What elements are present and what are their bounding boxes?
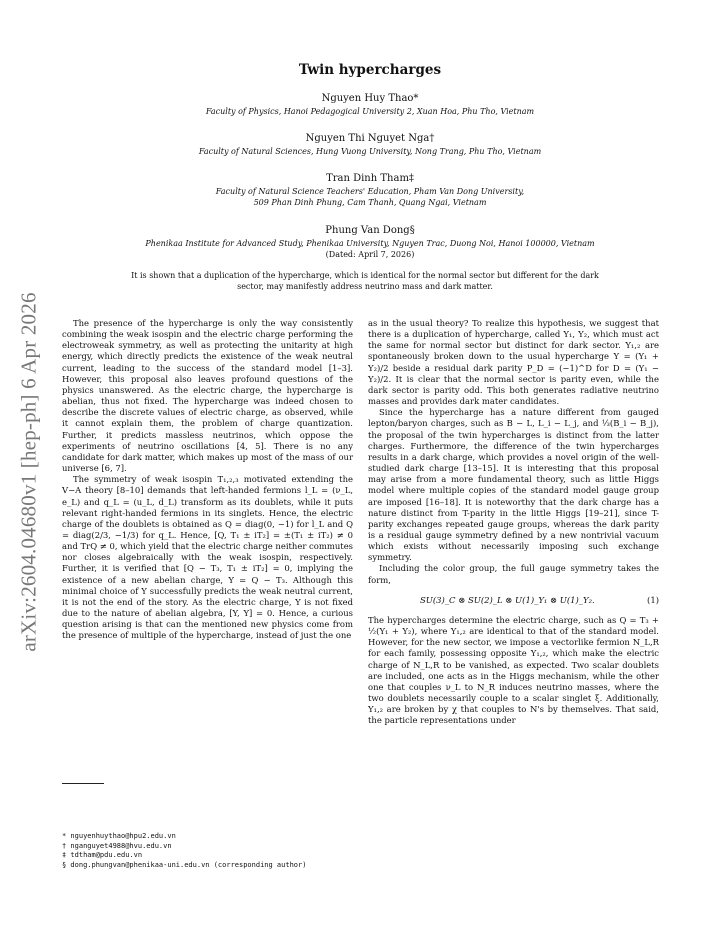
footnote-rule: [62, 783, 104, 784]
author-4-affiliation: Phenikaa Institute for Advanced Study, Phenikaa University, Nguyen Trac, Duong Noi, Hanoi 100000, Vietnam: [145, 239, 595, 248]
footnote-email: § dong.phungvan@phenikaa-uni.edu.vn (corresponding author): [62, 860, 307, 869]
footnotes: [62, 832, 306, 870]
footnote-email: † nganguyet4988@hvu.edu.vn: [62, 841, 172, 850]
author-3-name: Tran Dinh Tham‡: [326, 173, 414, 184]
paragraph: as in the usual theory? To realize this hypothesis, we suggest that there is a duplication of hypercharge, called Y₁, Y₂, which must act the same for normal sector but distinct for dark sector. Y₁,₂ are spontaneously broken down to the usual hypercharge Y = (Y₁ + Y₂)/2 beside a residual dark parity P_D = (−1)^D for D = (Y₁ − Y₂)/2. It is clear that the normal sector is parity even, while the dark sector is parity odd. This both generates radiative neutrino masses and provides dark mater candidates.: [368, 318, 659, 407]
author-3-affiliation-line2: 509 Phan Dinh Phung, Cam Thanh, Quang Ngai, Vietnam: [253, 198, 487, 207]
paragraph: The hypercharges determine the electric charge, such as Q = T₃ + ½(Y₁ + Y₂), where Y₁,₂ are identical to that of the standard model. However, for the new sector, we impose a vectorlike fermion N_L,R for each family, possessing opposite Y₁,₂, which make the electric charge of N_L,R to be vanished, as expected. Two scalar doublets are included, one acts as in the Higgs mechanism, while the other one that couples ν_L to N_R induces neutrino masses, where the two doublets necessarily couple to a scalar singlet ξ. Additionally, Y₁,₂ are broken by χ that couples to N's by themselves. That said, the particle representations under: [368, 614, 659, 726]
footnote-email: * nguyenhuythao@hpu2.edu.vn: [62, 832, 176, 840]
equation-1: [368, 595, 659, 606]
paragraph: Including the color group, the full gauge symmetry takes the form,: [368, 563, 659, 585]
right-column: [368, 318, 659, 726]
author-3-affiliation-line1: Faculty of Natural Science Teachers' Education, Pham Van Dong University,: [215, 187, 525, 196]
paragraph: The symmetry of weak isospin T₁,₂,₃ motivated extending the V−A theory [8–10] demands that left-handed fermions l_L = (ν_L, e_L) and q_L = (u_L, d_L) transform as its doublets, while it puts relevant right-handed fermions in its singlets. Hence, the electric charge of the doublets is obtained as Q = diag(0, −1) for l_L and Q = diag(2/3, −1/3) for q_L. Hence, [Q, T₁ ± iT₂] = ±(T₁ ± iT₂) ≠ 0 and TrQ ≠ 0, which yield that the electric charge neither commutes nor closes algebraically with the weak isospin, respectively. Further, it is verified that [Q − T₃, T₁ ± iT₂] = 0, implying the existence of a new abelian charge, Y = Q − T₃. Although this minimal choice of Y successfully predicts the weak neutral current, it is not the end of the story. As the electric charge, Y is not fixed due to the nature of abelian algebra, [Y, Y] = 0. Hence, a curious question arising is that can the mentioned new physics come from the presence of multiple of the hypercharge, instead of just the one: [62, 474, 354, 641]
author-2-affiliation: Faculty of Natural Sciences, Hung Vuong University, Nong Trang, Phu Tho, Vietnam: [198, 147, 542, 156]
arxiv-stamp-text: arXiv:2604.04680v1 [hep-ph] 6 Apr 2026: [16, 292, 41, 652]
paper-title: Twin hypercharges: [298, 62, 442, 78]
equation-body: SU(3)_C ⊗ SU(2)_L ⊗ U(1)_Y₁ ⊗ U(1)_Y₂.: [420, 594, 595, 605]
arxiv-stamp: [8, 262, 50, 682]
paragraph: The presence of the hypercharge is only the way consistently combining the weak isospin and the electric charge performing the electroweak symmetry, as well as protecting the unitarity at high energy, which directly predicts the existence of the weak neutral current, leading to the success of the standard model [1–3]. However, this proposal also leaves profound questions of the physics unanswered. As the electric charge, the hypercharge is abelian, thus not fixed. The hypercharge was indeed chosen to describe the discrete values of electric charge, as observed, while it cannot explain them, the problem of charge quantization. Further, it predicts massless neutrinos, which oppose the experiments of neutrino oscillations [4, 5]. There is no any candidate for dark matter, which makes up most of the mass of our universe [6, 7].: [62, 318, 353, 474]
author-1-name: Nguyen Huy Thao*: [321, 93, 419, 104]
dated-line: (Dated: April 7, 2026): [325, 250, 415, 259]
left-column: [62, 318, 353, 642]
author-4-name: Phung Van Dong§: [325, 225, 415, 236]
author-2-name: Nguyen Thi Nguyet Nga†: [305, 133, 435, 144]
author-1-affiliation: Faculty of Physics, Hanoi Pedagogical University 2, Xuan Hoa, Phu Tho, Vietnam: [205, 107, 535, 116]
abstract: It is shown that a duplication of the hypercharge, which is identical for the normal sector but different for the dark sector, may manifestly address neutrino mass and dark matter.: [131, 271, 599, 291]
footnote-email: ‡ tdtham@pdu.edu.vn: [62, 851, 143, 860]
paragraph: Since the hypercharge has a nature different from gauged lepton/baryon charges, such as B − L, L_i − L_j, and ⅓(B_i − B_j), the proposal of the twin hypercharges is distinct from the latter charges. Furthermore, the difference of the twin hypercharges results in a dark charge, which provides a novel origin of the well-studied dark charge [13–15]. It is interesting that this proposal may arise from a more fundamental theory, such as little Higgs model where multiple copies of the standard model gauge group are imposed [16–18]. It is noteworthy that the dark charge has a nature distinct from T-parity in the little Higgs [19–21], since T-parity exchanges repeated gauge groups, whereas the dark parity is a residual gauge symmetry defined by a new nontrivial vacuum which exists without necessarily imposing such exchange symmetry.: [368, 407, 659, 563]
equation-number: (1): [647, 594, 659, 605]
